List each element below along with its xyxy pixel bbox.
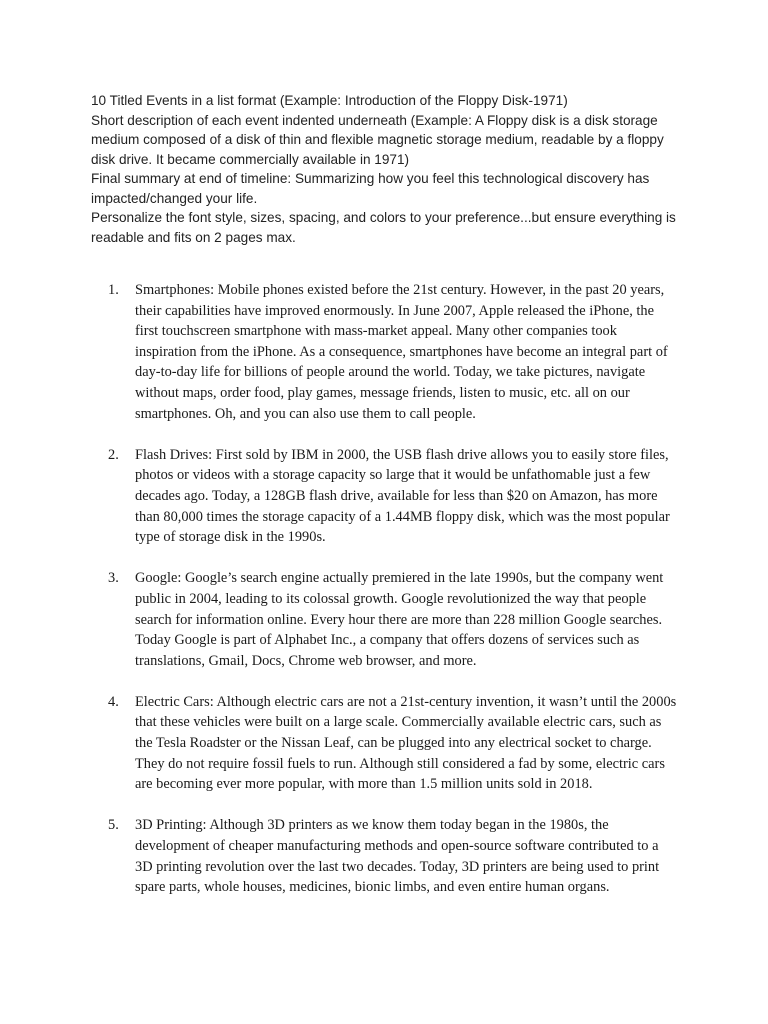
instruction-line-formatting: Personalize the font style, sizes, spacing, and colors to your preference...but ensure everything is readable and fits on 2 pages max.: [91, 210, 676, 245]
list-item-number: 3.: [108, 570, 119, 587]
list-item-number: 1.: [108, 282, 119, 298]
instruction-line-events: 10 Titled Events in a list format (Example: Introduction of the Floppy Disk-1971): [91, 93, 568, 108]
list-item-number: 4.: [108, 693, 119, 710]
list-item-text: 3D Printing: Although 3D printers as we know them today began in the 1980s, the development of cheaper manufacturing methods and open-source software contributed to a 3D printing revolution over the last two decades. Today, 3D printers are being used to print spare parts, whole houses, medicines, bionic limbs, and even entire human organs.: [135, 817, 660, 896]
list-item: [108, 692, 678, 795]
instruction-line-description: Short description of each event indented underneath (Example: A Floppy disk is a disk storage medium composed of a disk of thin and flexible magnetic storage medium, readable by a floppy disk drive. It became commercially available in 1971): [91, 112, 664, 167]
timeline-event-list: [108, 280, 678, 918]
instruction-line-summary: Final summary at end of timeline: Summarizing how you feel this technological discovery has impacted/changed your life.: [91, 171, 650, 206]
list-item-text: Electric Cars: Although electric cars are not a 21st-century invention, it wasn’t until the 2000s that these vehicles were built on a large scale. Commercially available electric cars, such as the Tesla Roadster or the Nissan Leaf, can be plugged into any electrical socket to charge. They do not require fossil fuels to run. Although still considered a fad by some, electric cars are becoming ever more popular, with more than 1.5 million units sold in 2018.: [135, 693, 677, 793]
list-item-text: Smartphones: Mobile phones existed before the 21st century. However, in the past 20 years, their capabilities have improved enormously. In June 2007, Apple released the iPhone, the first touchscreen smartphone with mass-market appeal. Many other companies took inspiration from the iPhone. As a consequence, smartphones have become an integral part of day-to-day life for billions of people around the world. Today, we take pictures, navigate without maps, order food, play games, message friends, listen to music, etc. all on our smartphones. Oh, and you can also use them to call people.: [135, 282, 668, 422]
list-item-text: Google: Google’s search engine actually premiered in the late 1990s, but the company went public in 2004, leading to its colossal growth. Google revolutionized the way that people search for information online. Every hour there are more than 228 million Google searches. Today Google is part of Alphabet Inc., a company that offers dozens of services such as translations, Gmail, Docs, Chrome web browser, and more.: [135, 570, 664, 669]
list-item-text: Flash Drives: First sold by IBM in 2000, the USB flash drive allows you to easily store files, photos or videos with a storage capacity so large that it would be unfathomable just a few decades ago. Today, a 128GB flash drive, available for less than $20 on Amazon, has more than 80,000 times the storage capacity of a 1.44MB floppy disk, which was the most popular type of storage disk in the 1990s.: [135, 446, 670, 546]
list-item: [108, 445, 678, 548]
list-item-number: 2.: [108, 446, 119, 463]
assignment-instructions: [91, 91, 691, 247]
list-item: [108, 568, 678, 671]
list-item: [108, 815, 678, 897]
list-item-number: 5.: [108, 817, 119, 834]
list-item: [108, 280, 678, 424]
